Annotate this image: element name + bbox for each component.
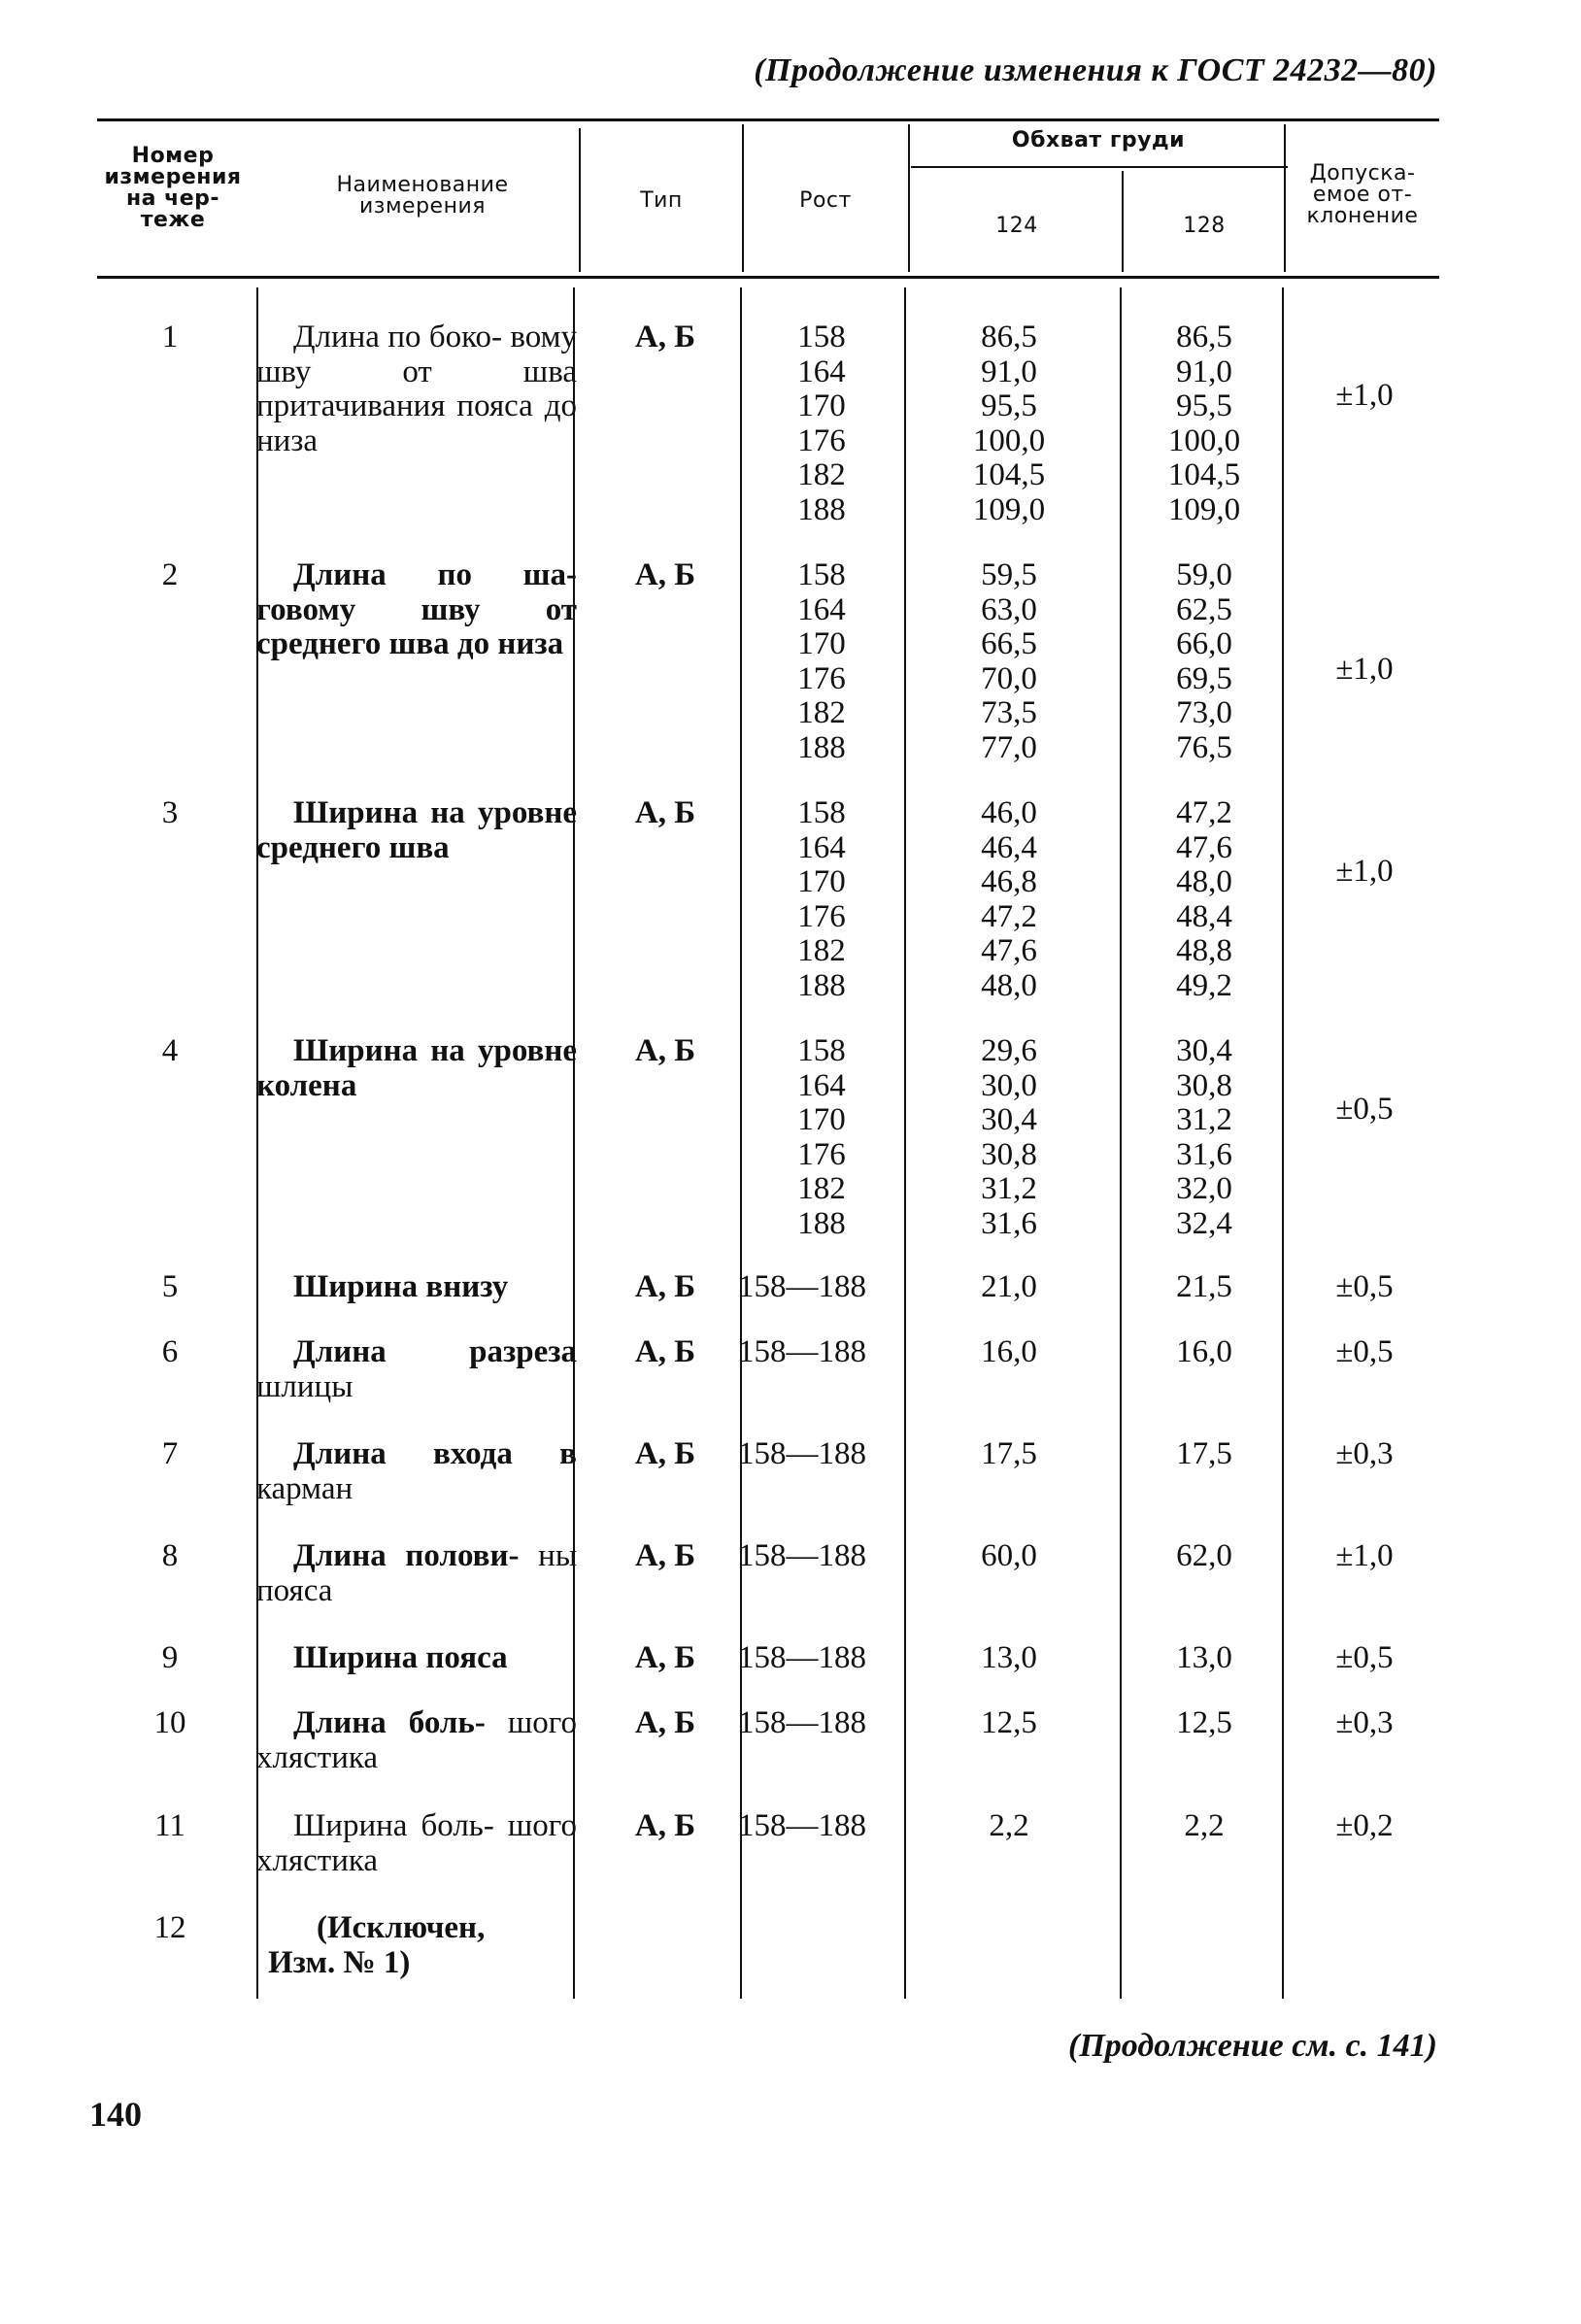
value: 62,5 (1176, 591, 1232, 627)
height-range: 158—188 (738, 1808, 866, 1843)
header-height: Рост (799, 188, 852, 213)
value: 32,0 (1176, 1171, 1232, 1206)
height: 158 (797, 1033, 846, 1068)
value: 31,2 (981, 1171, 1037, 1206)
value: 46,8 (981, 864, 1037, 899)
type-value: А, Б (634, 320, 696, 354)
height-range: 158—188 (738, 1705, 866, 1740)
name-rest: ны пояса (256, 1538, 577, 1608)
type-value: А, Б (634, 1436, 696, 1471)
value: 95,5 (1176, 388, 1232, 423)
name-rest: карман (256, 1470, 353, 1506)
height-range: 158—188 (738, 1640, 866, 1675)
chest-124-value: 13,0 (981, 1640, 1037, 1675)
chest-124-value: 16,0 (981, 1334, 1037, 1369)
height: 188 (797, 491, 846, 527)
value: 30,8 (1176, 1067, 1232, 1103)
table-top-rule (97, 118, 1439, 121)
height: 158 (797, 557, 846, 592)
name-first-line: Длина разреза (293, 1334, 577, 1369)
value: 30,8 (981, 1136, 1037, 1172)
height: 164 (797, 591, 846, 627)
name-rest: шого хлястика (256, 1808, 577, 1878)
row-number: 5 (161, 1269, 179, 1304)
value: 59,5 (981, 557, 1037, 592)
chest-128-value: 13,0 (1176, 1640, 1232, 1675)
height-range: 158—188 (738, 1269, 866, 1304)
height: 170 (797, 626, 846, 661)
header-chest-128: 128 (1183, 214, 1226, 238)
value: 32,4 (1176, 1205, 1232, 1241)
header-tolerance-line: клонение (1306, 204, 1419, 228)
value: 63,0 (981, 591, 1037, 627)
height-range: 158—188 (738, 1436, 866, 1471)
height: 182 (797, 1171, 846, 1206)
value: 48,8 (1176, 933, 1232, 968)
name-rest: уровне колена (256, 1033, 577, 1103)
height: 176 (797, 1136, 846, 1172)
value: 66,0 (1176, 626, 1232, 661)
value: 104,5 (972, 457, 1046, 492)
row-number: 10 (153, 1705, 186, 1740)
type-value: А, Б (634, 1538, 696, 1573)
chest-128-values (1117, 796, 1292, 1003)
header-tolerance-line: емое от- (1312, 183, 1413, 207)
row-number: 4 (161, 1033, 179, 1068)
type-value: А, Б (634, 1640, 696, 1675)
chest-124-value: 21,0 (981, 1269, 1037, 1304)
height: 158 (797, 795, 846, 830)
row-number: 3 (161, 795, 179, 830)
value: 95,5 (981, 388, 1037, 423)
measurement-name (256, 1706, 577, 1775)
chest-128-value: 16,0 (1176, 1334, 1232, 1369)
name-rest: Изм. № 1) (268, 1944, 411, 1980)
header-name-line: измерения (358, 194, 487, 219)
value: 70,0 (981, 660, 1037, 696)
chest-124-values (901, 796, 1117, 1003)
chest-124-values (901, 320, 1117, 527)
name-first-line: Ширина на (293, 795, 465, 830)
measurement-name (256, 1911, 577, 1980)
chest-128-value: 12,5 (1176, 1705, 1232, 1740)
tolerance-value: ±0,2 (1335, 1808, 1394, 1843)
measurement-name (256, 1270, 577, 1305)
value: 30,4 (981, 1102, 1037, 1137)
name-first-line: Ширина внизу (293, 1269, 509, 1304)
height-values (734, 320, 909, 527)
value: 31,6 (1176, 1136, 1232, 1172)
name-rest: шлицы (256, 1368, 353, 1404)
measurement-name (256, 1809, 577, 1878)
value: 100,0 (1167, 422, 1241, 458)
value: 73,0 (1176, 695, 1232, 730)
value: 47,2 (1176, 795, 1232, 830)
tolerance-value: ±1,0 (1335, 854, 1394, 889)
measurement-name (256, 796, 577, 865)
type-value: А, Б (634, 1269, 696, 1304)
name-first-line: Длина входа в (293, 1436, 577, 1471)
value: 49,2 (1176, 967, 1232, 1003)
chest-124-value: 2,2 (989, 1808, 1029, 1843)
col-divider-3-header (908, 124, 910, 272)
type-value: А, Б (634, 557, 696, 592)
measurement-name (256, 1641, 577, 1676)
value: 69,5 (1176, 660, 1232, 696)
header-tolerance-line: Допуска- (1309, 161, 1416, 185)
height: 164 (797, 1067, 846, 1103)
measurement-name (256, 1034, 577, 1103)
value: 91,0 (1176, 354, 1232, 389)
header-tolerance (1286, 163, 1439, 227)
header-number-line: Номер (131, 144, 215, 168)
value: 47,6 (981, 933, 1037, 968)
row-number: 11 (154, 1808, 185, 1843)
value: 29,6 (981, 1033, 1037, 1068)
value: 86,5 (1176, 320, 1232, 354)
height: 176 (797, 422, 846, 458)
row-number: 1 (161, 320, 179, 354)
tolerance-value: ±0,3 (1335, 1436, 1394, 1471)
row-number: 8 (161, 1538, 179, 1573)
tolerance-value: ±1,0 (1335, 378, 1394, 413)
value: 48,0 (1176, 864, 1232, 899)
header-name-line: Наименование (336, 173, 509, 197)
name-rest: уровне среднего шва (256, 795, 577, 865)
height: 176 (797, 898, 846, 934)
type-value: А, Б (634, 1334, 696, 1369)
name-first-line: Ширина боль- (293, 1808, 494, 1843)
value: 46,0 (981, 795, 1037, 830)
row-number: 12 (153, 1910, 186, 1945)
tolerance-value: ±0,3 (1335, 1705, 1394, 1740)
measurement-name (256, 1335, 577, 1404)
value: 59,0 (1176, 557, 1232, 592)
chest-128-value: 21,5 (1176, 1269, 1232, 1304)
header-chest-group: Обхват груди (1011, 128, 1186, 152)
value: 47,2 (981, 898, 1037, 934)
header-number-line: теже (140, 208, 206, 232)
height: 170 (797, 1102, 846, 1137)
value: 109,0 (972, 491, 1046, 527)
name-rest: вому шву от шва притачивания пояса до низа (256, 320, 577, 458)
row-number: 7 (161, 1436, 179, 1471)
value: 48,0 (981, 967, 1037, 1003)
header-number (95, 146, 251, 231)
height: 188 (797, 967, 846, 1003)
chest-128-values (1117, 558, 1292, 765)
header-number-line: измерения (104, 165, 242, 189)
chest-124-value: 60,0 (981, 1538, 1037, 1573)
value: 31,2 (1176, 1102, 1232, 1137)
measurement-name (256, 558, 577, 662)
value: 46,4 (981, 829, 1037, 865)
value: 73,5 (981, 695, 1037, 730)
chest-group-rule (911, 166, 1288, 168)
value: 77,0 (981, 729, 1037, 765)
tolerance-value: ±0,5 (1335, 1334, 1394, 1369)
chest-128-values (1117, 1034, 1292, 1241)
height: 158 (797, 320, 846, 354)
col-divider-4-header (1122, 171, 1124, 272)
type-value: А, Б (634, 1705, 696, 1740)
value: 104,5 (1167, 457, 1241, 492)
tolerance-value: ±1,0 (1335, 652, 1394, 687)
header-type: Тип (640, 188, 683, 213)
header-bottom-rule (97, 276, 1439, 279)
name-rest: говому шву от среднего шва до низа (256, 591, 577, 661)
height-values (734, 558, 909, 765)
chest-128-value: 17,5 (1176, 1436, 1232, 1471)
height: 188 (797, 1205, 846, 1241)
chest-124-value: 17,5 (981, 1436, 1037, 1471)
tolerance-value: ±1,0 (1335, 1538, 1394, 1573)
row-number: 6 (161, 1334, 179, 1369)
value: 48,4 (1176, 898, 1232, 934)
page-number: 140 (89, 2095, 142, 2134)
value: 47,6 (1176, 829, 1232, 865)
value: 76,5 (1176, 729, 1232, 765)
name-first-line: Длина боль- (293, 1705, 486, 1740)
value: 30,4 (1176, 1033, 1232, 1068)
chest-128-values (1117, 320, 1292, 527)
height: 170 (797, 864, 846, 899)
chest-124-value: 12,5 (981, 1705, 1037, 1740)
measurement-name (256, 320, 577, 458)
chest-124-values (901, 1034, 1117, 1241)
chest-124-values (901, 558, 1117, 765)
tolerance-value: ±0,5 (1335, 1092, 1394, 1127)
height: 182 (797, 695, 846, 730)
header-number-line: на чер- (125, 186, 220, 211)
value: 66,5 (981, 626, 1037, 661)
value: 30,0 (981, 1067, 1037, 1103)
tolerance-value: ±0,5 (1335, 1269, 1394, 1304)
height-range: 158—188 (738, 1334, 866, 1369)
name-rest: шого хлястика (256, 1705, 577, 1775)
value: 91,0 (981, 354, 1037, 389)
chest-128-value: 2,2 (1184, 1808, 1225, 1843)
row-number: 2 (161, 557, 179, 592)
height: 182 (797, 457, 846, 492)
header-chest-124: 124 (995, 214, 1038, 238)
measurement-name (256, 1539, 577, 1608)
type-value: А, Б (634, 795, 696, 830)
height: 188 (797, 729, 846, 765)
name-first-line: Длина полови- (293, 1538, 520, 1573)
name-first-line: Ширина пояса (293, 1640, 508, 1675)
height: 164 (797, 354, 846, 389)
measurement-name (256, 1437, 577, 1506)
value: 31,6 (981, 1205, 1037, 1241)
height-values (734, 1034, 909, 1241)
height: 164 (797, 829, 846, 865)
name-first-line: (Исключен, (317, 1910, 486, 1945)
value: 86,5 (981, 320, 1037, 354)
height-values (734, 796, 909, 1003)
col-divider-1-header (579, 128, 581, 272)
value: 109,0 (1167, 491, 1241, 527)
value: 100,0 (972, 422, 1046, 458)
name-first-line: Длина по боко- (293, 320, 502, 354)
chest-128-value: 62,0 (1176, 1538, 1232, 1573)
type-value: А, Б (634, 1033, 696, 1068)
name-first-line: Длина по ша- (293, 557, 577, 592)
height: 170 (797, 388, 846, 423)
height-range: 158—188 (738, 1538, 866, 1573)
row-number: 9 (161, 1640, 179, 1675)
header-name (291, 175, 554, 218)
type-value: А, Б (634, 1808, 696, 1843)
continuation-note: (Продолжение см. с. 141) (1068, 2028, 1437, 2064)
page-header-continuation: (Продолжение изменения к ГОСТ 24232—80) (754, 52, 1437, 88)
tolerance-value: ±0,5 (1335, 1640, 1394, 1675)
height: 182 (797, 933, 846, 968)
name-first-line: Ширина на (293, 1033, 465, 1068)
height: 176 (797, 660, 846, 696)
